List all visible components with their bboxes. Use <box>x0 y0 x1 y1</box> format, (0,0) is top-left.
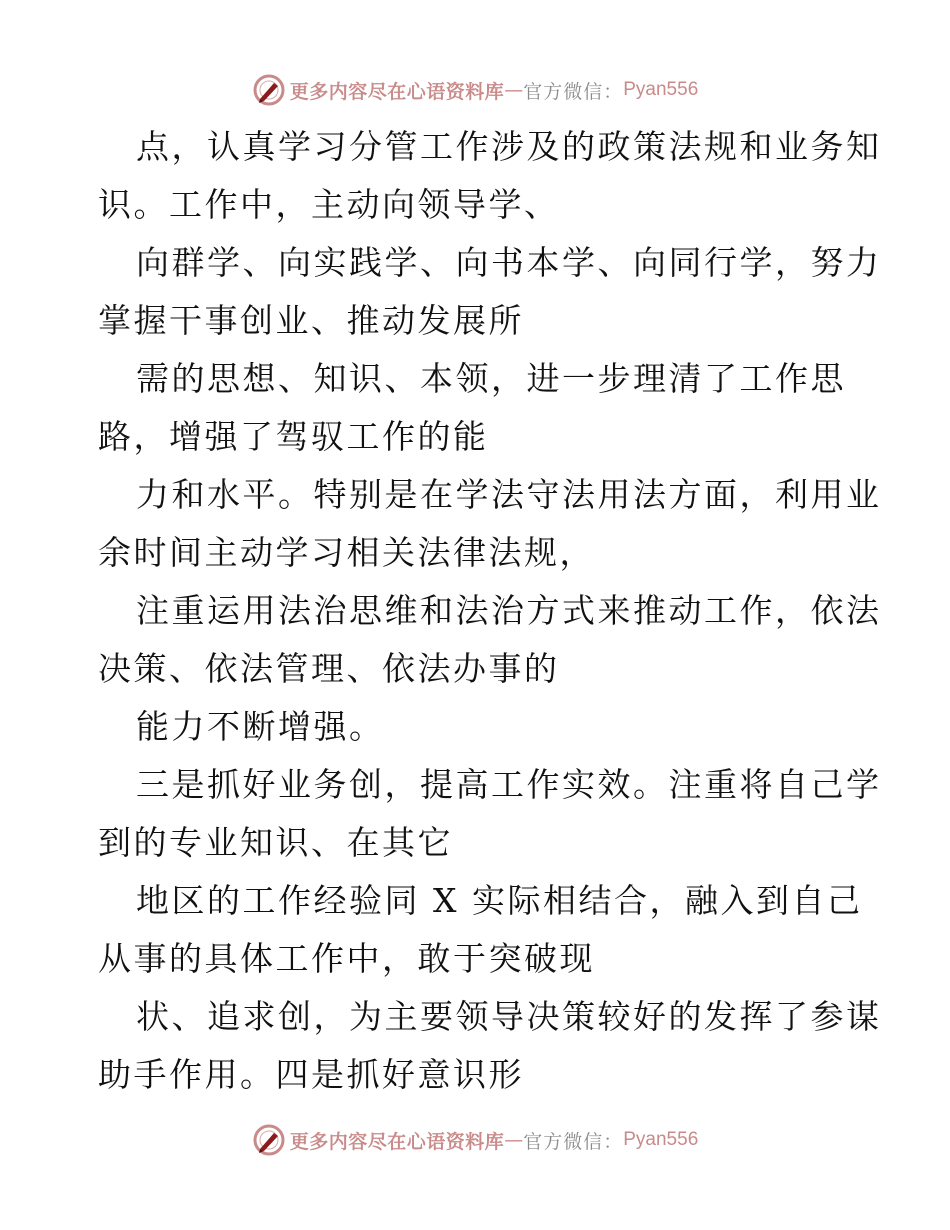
watermark-official-label: 官方微信： <box>523 1130 624 1153</box>
body-line: 向群学、向实践学、向书本学、向同行学，努力 <box>136 243 882 282</box>
body-line: 识。工作中，主动向领导学、 <box>98 185 560 224</box>
body-line: 余时间主动学习相关法律法规， <box>98 533 595 572</box>
watermark-dash: — <box>504 1129 524 1151</box>
body-line: 助手作用。四是抓好意识形 <box>98 1055 524 1094</box>
body-line: 能力不断增强。 <box>136 707 385 746</box>
body-line: 力和水平。特别是在学法守法用法方面，利用业 <box>136 475 882 514</box>
watermark-dash: — <box>504 79 524 101</box>
body-line: 状、追求创，为主要领导决策较好的发挥了参谋 <box>136 997 882 1036</box>
watermark-official-label: 官方微信： <box>523 80 624 103</box>
body-line: 点，认真学习分管工作涉及的政策法规和业务知 <box>136 127 882 166</box>
body-line: 三是抓好业务创，提高工作实效。注重将自己学 <box>136 765 882 804</box>
pen-logo-icon <box>252 1123 286 1157</box>
watermark-handle: Pyan556 <box>623 1129 699 1150</box>
watermark-handle: Pyan556 <box>623 79 699 100</box>
body-line: 从事的具体工作中，敢于突破现 <box>98 939 595 978</box>
body-line: 需的思想、知识、本领，进一步理清了工作思 <box>136 359 846 398</box>
footer-watermark <box>0 1120 950 1160</box>
watermark-main-text: 更多内容尽在心语资料库 <box>289 1130 505 1153</box>
pen-logo-icon <box>252 73 286 107</box>
body-line: 路，增强了驾驭工作的能 <box>98 417 489 456</box>
body-line: 注重运用法治思维和法治方式来推动工作，依法 <box>136 591 882 630</box>
watermark-main-text: 更多内容尽在心语资料库 <box>289 80 505 103</box>
body-line: 地区的工作经验同 X 实际相结合，融入到自己 <box>136 881 863 920</box>
body-line: 到的专业知识、在其它 <box>98 823 453 862</box>
body-line: 决策、依法管理、依法办事的 <box>98 649 560 688</box>
header-watermark <box>0 70 950 110</box>
document-body <box>98 118 882 1104</box>
body-line: 掌握干事创业、推动发展所 <box>98 301 524 340</box>
